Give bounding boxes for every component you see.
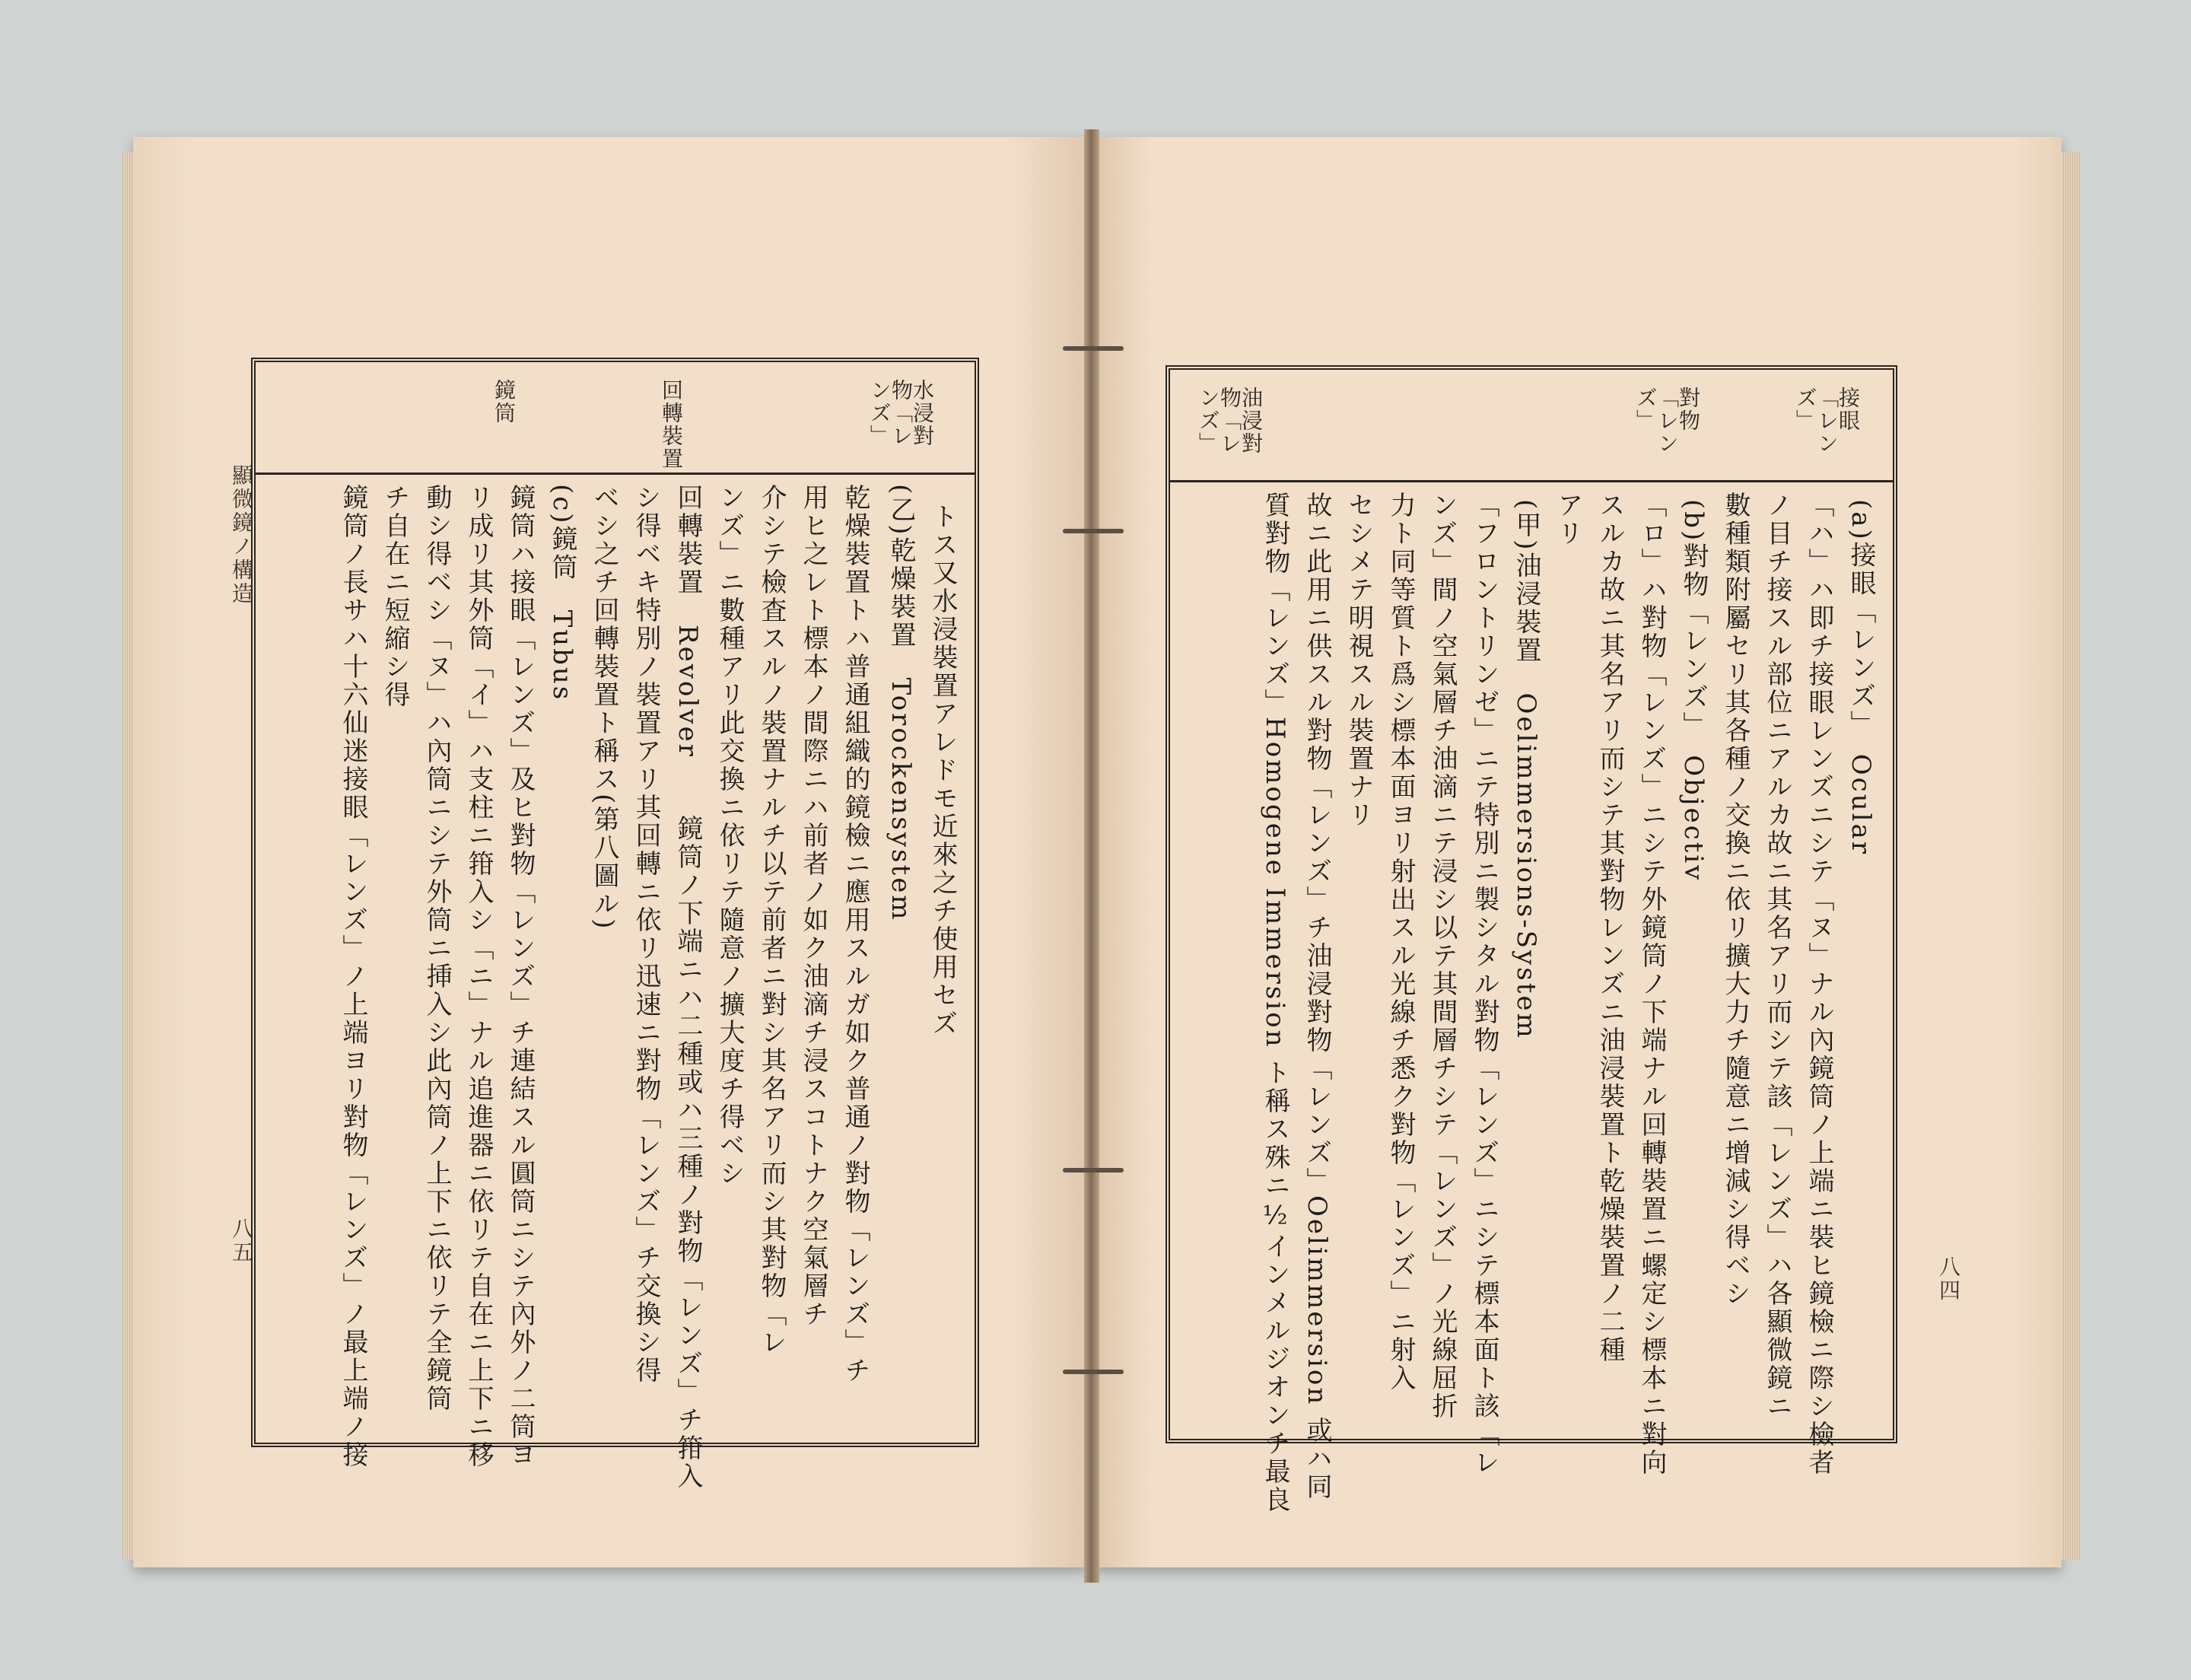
text-line: シ得ベキ特別ノ裝置アリ其回轉ニ依リ迅速ニ對物「レンズ」チ交換シ得: [631, 484, 661, 1385]
text-line: 故ニ此用ニ供スル對物「レンズ」チ油浸對物「レンズ」Oelimmersion 或ハ同: [1302, 492, 1332, 1502]
text-line: 乾燥裝置トハ普通組織的鏡檢ニ應用スルガ如ク普通ノ對物「レンズ」チ: [840, 484, 870, 1385]
text-line: ノ目チ接スル部位ニアルカ故ニ其名アリ而シテ該「レンズ」ハ各顯微鏡ニ: [1762, 492, 1792, 1421]
headnote-band-left: [256, 362, 975, 475]
text-line: 鏡筒ハ接眼「レンズ」及ヒ對物「レンズ」チ連結スル圓筒ニシテ內外ノ二筒ヨ: [505, 484, 536, 1469]
headnote-band-right: [1170, 370, 1893, 482]
text-line: (甲)油浸裝置 Oelimmersions-System: [1511, 499, 1541, 1040]
headnote: 回轉裝置: [659, 379, 684, 470]
binding-stitch: [1063, 529, 1124, 533]
text-line: 鏡筒ノ長サハ十六仙迷接眼「レンズ」ノ上端ヨリ對物「レンズ」ノ最上端ノ接: [338, 484, 368, 1469]
text-frame-left: [251, 358, 979, 1491]
text-line: スルカ故ニ其名アリ而シテ其對物レンズニ油浸裝置ト乾燥裝置ノ二種: [1595, 492, 1625, 1364]
page-number-left: 八五: [229, 1217, 254, 1265]
binding-stitch: [1063, 1168, 1124, 1172]
text-line: 「ハ」ハ即チ接眼レンズニシテ「ヌ」ナル內鏡筒ノ上端ニ裝ヒ鏡檢ニ際シ檢者: [1804, 492, 1834, 1477]
text-line: (c)鏡筒 Tubus: [547, 484, 577, 702]
text-line: (a)接眼「レンズ」 Ocular: [1846, 499, 1876, 857]
open-book: [133, 129, 2062, 1583]
right-page-edges: [2062, 152, 2080, 1560]
text-line: ベシ之チ回轉裝置ト稱ス(第八圖ル): [589, 484, 619, 931]
text-line: チ自在ニ短縮シ得: [380, 484, 410, 709]
text-line: 「フロントリンゼ」ニテ特別ニ製シタル對物「レンズ」ニシテ標本面ト該「レ: [1469, 492, 1499, 1477]
text-line: (乙)乾燥裝置 Torockensystem: [886, 484, 916, 922]
text-line: 數種類附屬セリ其各種ノ交換ニ依リ擴大力チ隨意ニ增減シ得ベシ: [1720, 492, 1751, 1308]
text-line: ンズ」間ノ空氣層チ油滴ニテ浸シ以テ其間層チシテ「レンズ」ノ光線屈折: [1427, 492, 1458, 1421]
headnote: 對物「レンズ」: [1633, 387, 1701, 455]
text-line: 質對物「レンズ」Homogene Immersion ト稱ス殊ニ½インメルジオンチ最良: [1260, 492, 1290, 1515]
headnote: 接眼「レンズ」: [1793, 387, 1861, 455]
left-page-edges: [122, 152, 133, 1560]
text-line: アリ: [1553, 492, 1583, 548]
left-page: [133, 137, 1088, 1567]
headnote: 油浸對物「レンズ」: [1196, 387, 1264, 455]
text-line: セシメテ明視スル裝置ナリ: [1344, 492, 1374, 829]
text-line: (b)對物「レンズ」 Objectiv: [1678, 499, 1709, 883]
right-page: [1093, 137, 2062, 1567]
running-title: 顯微鏡ノ構造: [229, 464, 254, 606]
headnote: 鏡筒: [491, 379, 517, 425]
headnote: 水浸對物「レンズ」: [867, 379, 935, 447]
text-line: リ成リ其外筒「イ」ハ支柱ニ箝入シ「ニ」ナル追進器ニ依リテ自在ニ上下ニ移: [463, 484, 494, 1469]
text-line: 回轉裝置 Revolver 鏡筒ノ下端ニハ二種或ハ三種ノ對物「レンズ」チ箝入: [673, 484, 703, 1491]
text-line: トス又水浸裝置アレドモ近來之チ使用セズ: [927, 503, 958, 1038]
text-line: 力ト同等質ト爲シ標本面ヨリ射出スル光線チ悉ク對物「レンズ」ニ射入: [1385, 492, 1416, 1392]
binding-stitch: [1063, 346, 1124, 351]
text-line: 「ロ」ハ對物「レンズ」ニシテ外鏡筒ノ下端ナル回轉裝置ニ螺定シ標本ニ對向: [1636, 492, 1667, 1477]
binding-stitch: [1063, 1370, 1124, 1374]
text-line: 動シ得ベシ「ヌ」ハ內筒ニシテ外筒ニ挿入シ此內筒ノ上下ニ依リテ全鏡筒: [421, 484, 452, 1413]
text-line: 介シテ檢査スルノ裝置ナルチ以テ前者ニ對シ其名アリ而シ其對物「レ: [756, 484, 787, 1357]
text-line: 用ヒ之レト標本ノ間際ニハ前者ノ如ク油滴チ浸スコトナク空氣層チ: [798, 484, 828, 1328]
text-line: ンズ」ニ數種アリ此交換ニ依リテ隨意ノ擴大度チ得ベシ: [714, 484, 745, 1188]
page-number-right: 八四: [1936, 1255, 1961, 1303]
text-frame-right: [1165, 365, 1897, 1515]
